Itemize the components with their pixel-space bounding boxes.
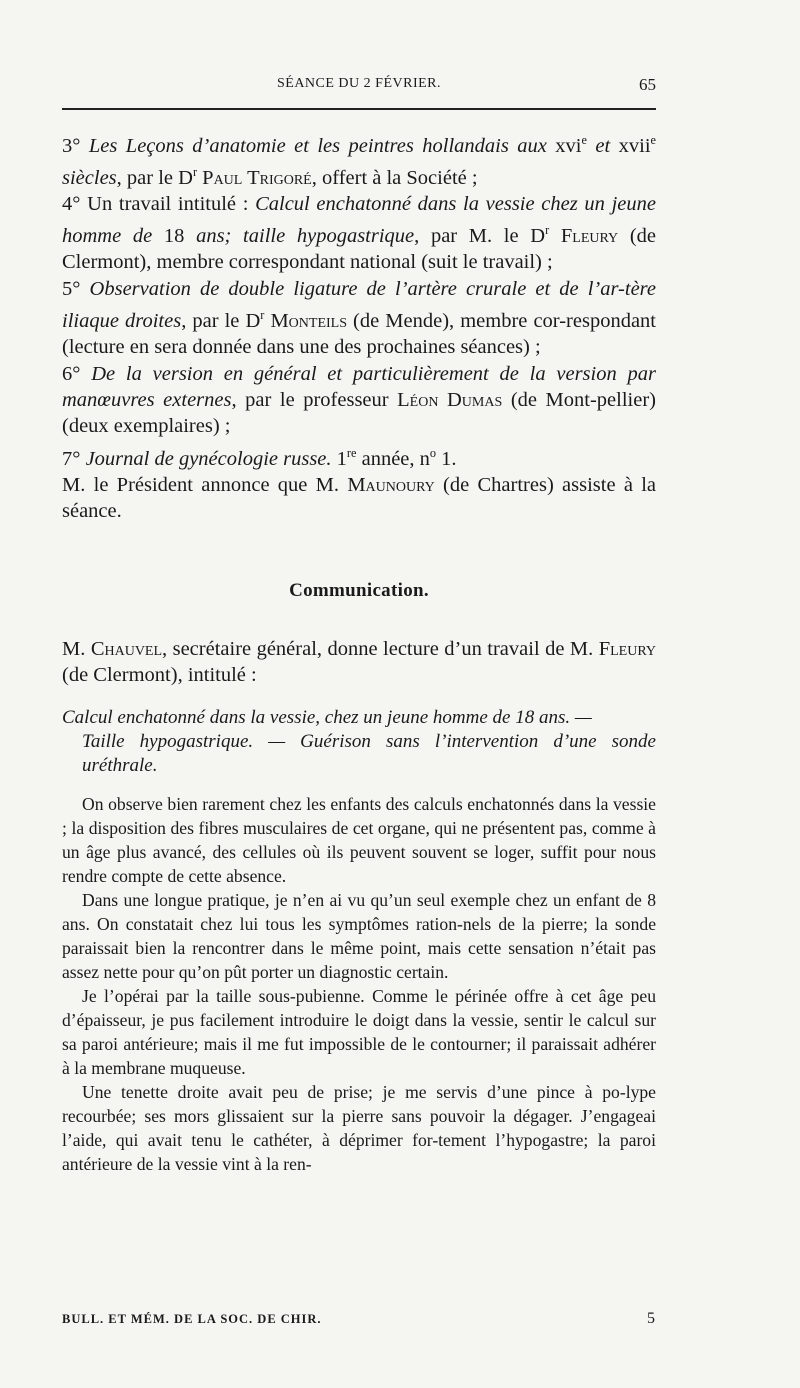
text-run: re <box>346 445 357 460</box>
text-run: , offert à la Société ; <box>311 166 478 189</box>
list-item <box>62 361 656 439</box>
communication-intro <box>62 636 656 688</box>
text-run: Léon Dumas <box>397 388 503 411</box>
text-run: Un travail intitulé : <box>80 193 256 216</box>
text-run: Maunoury <box>347 474 435 497</box>
page-footer <box>62 1312 656 1332</box>
text-run: , par le D <box>116 166 193 189</box>
page-number: 65 <box>639 75 656 94</box>
item-number: 3° <box>62 134 81 157</box>
text-run: 1 <box>331 447 347 470</box>
president-note <box>62 472 656 524</box>
text-run: , par le D <box>181 309 261 332</box>
section-heading: Communication. <box>289 580 429 602</box>
paragraph: Je l’opérai par la taille sous-pubienne. Comme le périnée offre à cet âge peu d’épaisseur, je pus facilement introduire le doigt dans la vessie, sentir le calcul sur sa paroi antérieure; mais il me fut impossible de le contourner; il paraissait adhérer à la membrane muqueuse. <box>62 986 656 1079</box>
paper-text <box>62 792 656 1176</box>
text-run: ans; taille hypogastrique <box>196 225 415 248</box>
text-run: Fleury <box>560 225 619 248</box>
text-run <box>80 278 89 300</box>
text-run <box>80 135 88 157</box>
list-item <box>62 191 656 275</box>
text-run: (de Mende), membre cor-respondant (lecture en sera donnée dans une des prochaines séances) ; <box>62 309 656 358</box>
text-run: 18 <box>152 225 197 248</box>
item-number: 7° <box>62 447 81 470</box>
journal-footer: BULL. ET MÉM. DE LA SOC. DE CHIR. <box>62 1312 322 1326</box>
text-run: Monteils <box>270 309 347 332</box>
text-run: Fleury <box>598 638 656 661</box>
item-number: 4° <box>62 193 81 216</box>
list-item <box>62 127 656 191</box>
page-body <box>62 127 656 1176</box>
text-run <box>80 363 91 385</box>
text-run: aux <box>517 134 547 157</box>
item-number: 5° <box>62 278 81 301</box>
text-run: (de Clermont), membre correspondant national (suit le travail) ; <box>62 225 657 274</box>
text-run: (de Mont-pellier) (deux exemplaires) ; <box>62 388 656 437</box>
text-run: e <box>650 133 657 147</box>
text-run: Journal de gynécologie russe. <box>85 447 332 470</box>
text-run: xvii <box>610 134 651 157</box>
signature-mark: 5 <box>647 1310 656 1327</box>
text-run: Paul Trigoré <box>202 166 312 189</box>
paper-title-line: Taille hypogastrique. — Guérison sans l’intervention d’une sonde uréthrale. <box>82 731 656 777</box>
text-run: Calcul enchatonné dans la vessie chez un jeune homme de <box>62 193 656 248</box>
text-run: et <box>595 134 611 157</box>
text-run: r <box>545 223 550 238</box>
text-run: o <box>429 445 437 460</box>
text-run <box>509 135 517 157</box>
list-item <box>62 440 656 472</box>
paragraph: Une tenette droite avait peu de prise; je me servis d’une pince à po-lype recourbée; ses mors glissaient sur la pierre sans pouvoir la dégager. J’engageai l’aide, qui avait tenu le cathéter, à déprimer for-tement l’hypogastre; la paroi antérieure de la vessie vint à la ren- <box>62 1082 656 1175</box>
text-run: année, n <box>356 447 430 470</box>
text-run: Les Leçons d’anatomie et les peintres hollandais <box>88 134 509 157</box>
paper-title <box>62 706 656 778</box>
donation-list <box>62 127 656 471</box>
paper-title-line: Calcul enchatonné dans la vessie, chez un jeune homme de 18 ans. — <box>62 707 592 729</box>
item-number: 6° <box>62 362 81 385</box>
text-run: (de Chartres) assiste à la séance. <box>62 474 656 523</box>
page-header <box>62 76 656 98</box>
text-run: r <box>260 308 265 323</box>
header-rule <box>62 108 656 110</box>
text-run: , par M. le D <box>414 225 546 248</box>
text-run: siècles <box>62 166 117 189</box>
paragraph: On observe bien rarement chez les enfants des calculs enchatonnés dans la vessie ; la disposition des fibres musculaires de cet organe, qui ne présentent pas, comme à un âge plus avancé, des cellules où ils peuvent souvent se loger, suffit pour nous rendre compte de cette absence. <box>62 794 656 887</box>
text-run: (de Clermont), intitulé : <box>62 664 257 687</box>
list-item <box>62 276 656 360</box>
text-run: e <box>581 133 587 147</box>
text-run: M. <box>62 638 91 661</box>
text-run: Chauvel <box>90 638 163 661</box>
text-run <box>549 225 561 247</box>
paragraph: Dans une longue pratique, je n’en ai vu qu’un seul exemple chez un enfant de 8 ans. On constatait chez lui tous les symptômes ration-nels de la pierre; la sonde paraissait bien la rencontrer dans le même point, mais cette sensation n’était pas assez nette pour qu’on pût porter un diagnostic certain. <box>62 890 656 983</box>
text-run: , secrétaire général, donne lecture d’un travail de M. <box>162 638 599 661</box>
running-head: SÉANCE DU 2 FÉVRIER. <box>276 76 441 91</box>
text-run: , par le professeur <box>231 388 398 411</box>
text-run: De la version en général et particulièrement de la version par manœuvres externes <box>62 362 656 411</box>
text-run: xvi <box>546 134 582 157</box>
text-run: M. le Président annonce que M. <box>62 474 348 497</box>
text-run: r <box>192 164 198 179</box>
text-run: 1. <box>436 447 457 470</box>
text-run: Observation de double ligature de l’artère crurale et de l’ar-tère iliaque droites <box>62 278 656 332</box>
